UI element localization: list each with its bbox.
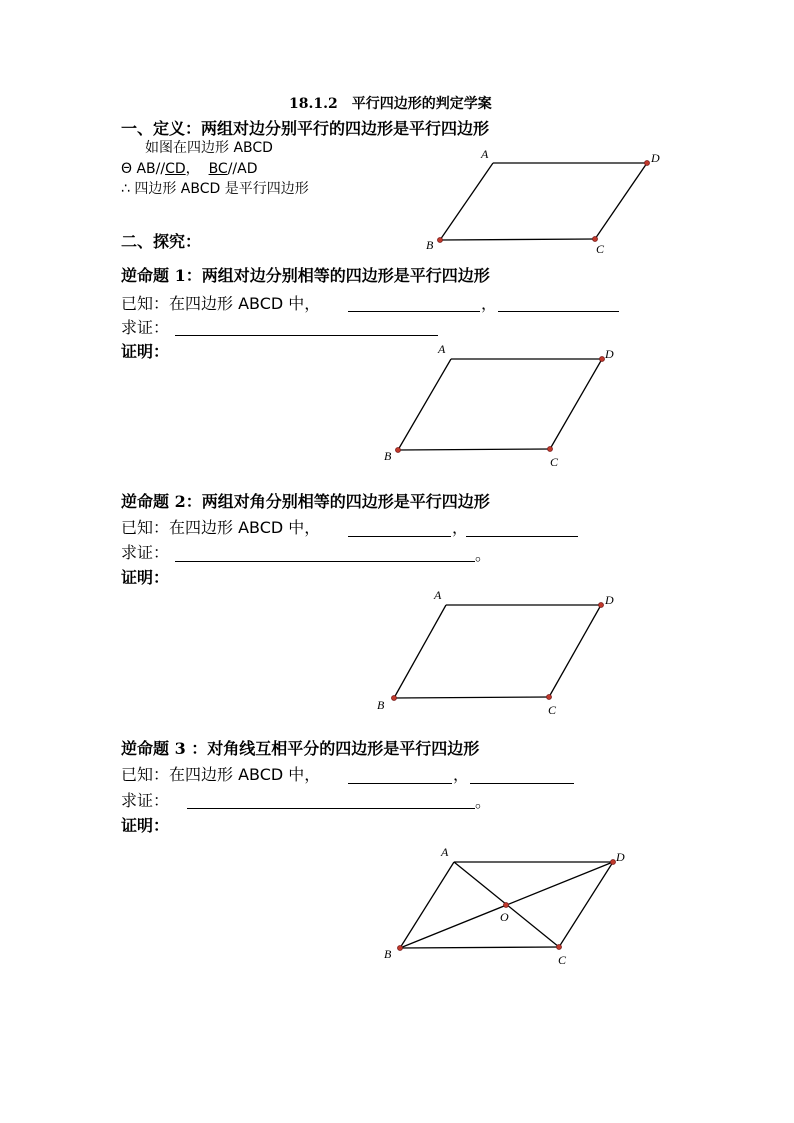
converse-3-prove-label: 求证：: [121, 791, 170, 810]
converse-2-given-label: 已知：在四边形 ABCD 中，: [121, 518, 321, 537]
converse-2-heading: 逆命题 2：两组对角分别相等的四边形是平行四边形: [121, 492, 490, 511]
page-title: 18.1.2 平行四边形的判定学案: [289, 96, 492, 112]
fig3-label-b: B: [377, 698, 385, 712]
converse-3-comma: ，: [453, 765, 470, 784]
bc-underlined: BC: [208, 161, 228, 177]
fig4-vertex-b: [398, 946, 403, 951]
fig2-label-d: D: [605, 347, 614, 361]
definition-line-1: 如图在四边形 ABCD: [145, 140, 273, 156]
converse-3-proof-label: 证明：: [121, 816, 170, 835]
converse-3-period: 。: [475, 792, 492, 811]
fig4-side-bc: [400, 947, 559, 948]
converse-1-prove-label: 求证：: [121, 318, 170, 337]
converse-3-given-label: 已知：在四边形 ABCD 中，: [121, 765, 321, 784]
fig3-label-c: C: [548, 703, 557, 717]
fig3-label-a: A: [434, 588, 442, 602]
fig4-side-ab: [400, 862, 454, 948]
converse-3-heading: 逆命题 3 ：对角线互相平分的四边形是平行四边形: [121, 739, 480, 758]
separator: ，: [185, 161, 200, 177]
converse-1-comma: ，: [481, 294, 498, 313]
explore-heading: 二、探究：: [121, 232, 202, 251]
fig4-label-d: D: [616, 850, 625, 864]
converse-1-proof-label: 证明：: [121, 342, 170, 361]
converse-1-given-label: 已知：在四边形 ABCD 中，: [121, 294, 321, 313]
converse-2-proof-label: 证明：: [121, 568, 170, 587]
fig2-label-b: B: [384, 449, 392, 463]
definition-heading: 一、定义：两组对边分别平行的四边形是平行四边形: [121, 119, 490, 138]
cd-underlined: CD: [165, 161, 186, 177]
fig4-vertex-c: [557, 945, 562, 950]
fig4-label-c: C: [558, 953, 567, 967]
converse-1-heading: 逆命题 1：两组对边分别相等的四边形是平行四边形: [121, 266, 490, 285]
fig1-label-c: C: [596, 242, 605, 256]
converse-2-prove-label: 求证：: [121, 543, 170, 562]
fig4-label-o: O: [500, 910, 509, 924]
fig1-label-a: A: [481, 147, 489, 161]
fig4-vertex-d: [611, 860, 616, 865]
fig1-label-d: D: [651, 151, 660, 165]
fig4-side-dc: [559, 862, 613, 947]
converse-2-period: 。: [475, 545, 492, 564]
converse-2-comma: ，: [452, 518, 469, 537]
definition-line-3: ∴ 四边形 ABCD 是平行四边形: [121, 181, 309, 197]
fig3-label-d: D: [605, 593, 614, 607]
parallel-ad: //AD: [227, 161, 258, 177]
fig2-label-a: A: [438, 342, 446, 356]
fig4-label-b: B: [384, 947, 392, 961]
because-ab-parallel: Θ AB//: [121, 161, 166, 177]
fig4-label-a: A: [441, 845, 449, 859]
fig4-center-o: [504, 903, 509, 908]
fig1-label-b: B: [426, 238, 434, 252]
fig2-label-c: C: [550, 455, 559, 469]
